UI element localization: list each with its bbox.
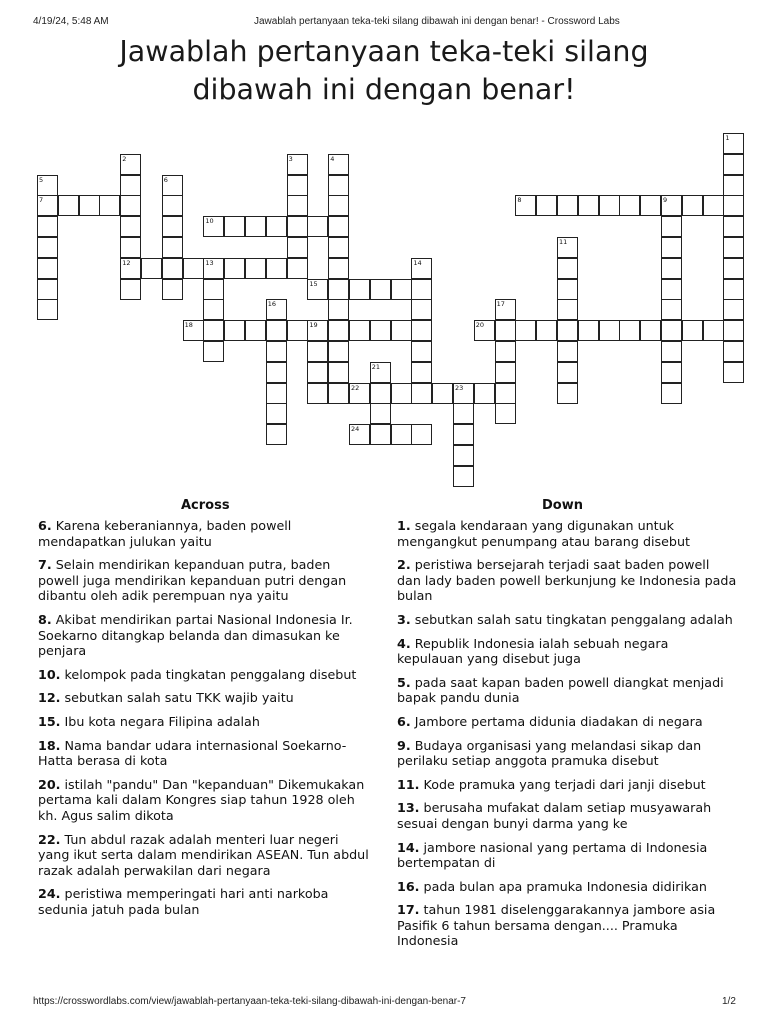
down-clue (397, 777, 737, 793)
grid-cell[interactable] (120, 216, 141, 237)
grid-cell[interactable] (453, 403, 474, 424)
across-clue (38, 518, 372, 549)
grid-cell[interactable] (578, 195, 599, 216)
grid-clue-number: 18 (184, 321, 193, 330)
grid-cell[interactable] (266, 403, 287, 424)
clue-number: 2. (397, 557, 411, 573)
grid-cell[interactable] (328, 362, 349, 383)
clue-text: tahun 1981 diselenggarakannya jambore asia Pasifik 6 tahun bersama dengan.... Pramuka Indonesia (397, 902, 716, 949)
grid-cell[interactable] (245, 216, 266, 237)
grid-cell[interactable] (411, 320, 432, 341)
across-clue (38, 714, 372, 730)
grid-cell[interactable] (307, 383, 328, 404)
down-clue (397, 800, 737, 831)
grid-cell[interactable] (495, 383, 516, 404)
grid-cell[interactable] (723, 279, 744, 300)
grid-cell[interactable] (287, 216, 308, 237)
grid-clue-number: 12 (122, 258, 131, 267)
clue-number: 13. (397, 800, 420, 816)
grid-clue-number: 17 (496, 300, 505, 309)
grid-cell[interactable] (703, 195, 724, 216)
clue-number: 7. (38, 557, 52, 573)
print-page-number: 1/2 (722, 996, 736, 1007)
down-clue (397, 840, 737, 871)
grid-cell[interactable] (79, 195, 100, 216)
crossword-grid (0, 0, 768, 490)
grid-cell[interactable] (619, 320, 640, 341)
grid-clue-number: 20 (475, 321, 485, 330)
grid-cell[interactable] (162, 279, 183, 300)
clue-number: 6. (397, 713, 411, 729)
grid-cell[interactable] (599, 320, 620, 341)
down-clue (397, 675, 737, 706)
grid-cell[interactable] (203, 279, 224, 300)
clue-text: Kode pramuka yang terjadi dari janji disebut (423, 776, 706, 792)
grid-cell[interactable] (432, 383, 453, 404)
grid-cell[interactable] (536, 195, 557, 216)
grid-cell[interactable] (661, 237, 682, 258)
grid-cell[interactable] (349, 279, 370, 300)
grid-cell[interactable] (723, 341, 744, 362)
grid-cell[interactable] (328, 383, 349, 404)
grid-cell[interactable] (557, 299, 578, 320)
clue-text: sebutkan salah satu TKK wajib yaitu (64, 690, 294, 706)
grid-cell[interactable] (682, 320, 703, 341)
across-clue (38, 557, 372, 604)
grid-cell[interactable] (328, 279, 349, 300)
grid-cell[interactable] (349, 320, 370, 341)
grid-cell[interactable] (37, 299, 58, 320)
clue-number: 17. (397, 902, 420, 918)
grid-clue-number: 3 (288, 154, 293, 163)
grid-cell[interactable] (162, 258, 183, 279)
grid-clue-number: 8 (517, 196, 522, 205)
grid-cell[interactable] (203, 299, 224, 320)
puzzle-title-line-1: Jawablah pertanyaan teka-teki silang (119, 35, 649, 68)
grid-cell[interactable] (99, 195, 120, 216)
clue-text: berusaha mufakat dalam setiap musyawarah sesuai dengan bunyi darma yang ke (397, 800, 712, 831)
grid-cell[interactable] (328, 216, 349, 237)
clue-number: 1. (397, 518, 411, 533)
grid-cell[interactable] (723, 362, 744, 383)
down-clue (397, 636, 737, 667)
across-heading: Across (181, 498, 230, 513)
grid-clue-number: 6 (163, 175, 168, 184)
grid-cell[interactable] (495, 362, 516, 383)
grid-cell[interactable] (474, 383, 495, 404)
across-clue (38, 832, 372, 879)
grid-cell[interactable] (120, 279, 141, 300)
across-clue (38, 612, 372, 659)
clue-text: Nama bandar udara internasional Soekarno-Hatta berasa di kota (38, 737, 347, 769)
grid-clue-number: 1 (725, 134, 730, 142)
grid-cell[interactable] (162, 237, 183, 258)
grid-cell[interactable] (370, 279, 391, 300)
grid-cell[interactable] (495, 320, 516, 341)
grid-cell[interactable] (370, 320, 391, 341)
clue-text: pada bulan apa pramuka Indonesia didirikan (423, 878, 707, 894)
clue-number: 9. (397, 737, 411, 753)
grid-cell[interactable] (411, 299, 432, 320)
grid-cell[interactable] (37, 258, 58, 279)
across-clue (38, 690, 372, 706)
grid-cell[interactable] (245, 320, 266, 341)
down-heading: Down (542, 498, 583, 513)
puzzle-title-line-2: dibawah ini dengan benar! (192, 73, 576, 106)
grid-clue-number: 9 (663, 196, 668, 205)
grid-cell[interactable] (703, 320, 724, 341)
grid-cell[interactable] (183, 258, 204, 279)
grid-cell[interactable] (37, 237, 58, 258)
clue-text: Akibat mendirikan partai Nasional Indonesia Ir. Soekarno ditangkap belanda dan dimasukan ke penjara (38, 611, 353, 659)
grid-cell[interactable] (307, 362, 328, 383)
clue-number: 6. (38, 518, 52, 533)
across-clue (38, 738, 372, 769)
down-clue (397, 557, 737, 604)
grid-clue-number: 4 (330, 154, 335, 163)
clue-number: 11. (397, 776, 420, 792)
grid-cell[interactable] (661, 299, 682, 320)
across-clue (38, 667, 372, 683)
grid-cell[interactable] (661, 320, 682, 341)
clue-number: 4. (397, 635, 411, 651)
grid-clue-number: 5 (39, 175, 44, 184)
clue-text: Ibu kota negara Filipina adalah (64, 713, 260, 729)
grid-cell[interactable] (557, 279, 578, 300)
grid-cell[interactable] (224, 258, 245, 279)
grid-cell[interactable] (224, 216, 245, 237)
grid-cell[interactable] (307, 341, 328, 362)
clue-text: Karena keberaniannya, baden powell mendapatkan julukan yaitu (38, 518, 292, 549)
grid-cell[interactable] (328, 299, 349, 320)
grid-clue-number: 21 (371, 362, 381, 371)
grid-cell[interactable] (619, 195, 640, 216)
grid-cell[interactable] (723, 154, 744, 175)
grid-cell[interactable] (203, 320, 224, 341)
grid-cell[interactable] (120, 195, 141, 216)
grid-clue-number: 14 (413, 258, 422, 267)
grid-cell[interactable] (328, 258, 349, 279)
clue-number: 5. (397, 674, 411, 690)
clue-text: segala kendaraan yang digunakan untuk mengangkut penumpang atau barang disebut (397, 518, 691, 549)
grid-cell[interactable] (58, 195, 79, 216)
grid-cell[interactable] (599, 195, 620, 216)
clue-text: peristiwa memperingati hari anti narkoba sedunia jatuh pada bulan (38, 886, 329, 917)
grid-cell[interactable] (411, 424, 432, 445)
grid-cell[interactable] (391, 320, 412, 341)
clue-number: 12. (38, 690, 61, 706)
grid-cell[interactable] (557, 383, 578, 404)
grid-cell[interactable] (661, 383, 682, 404)
clue-number: 24. (38, 886, 61, 902)
grid-cell[interactable] (536, 320, 557, 341)
grid-cell[interactable] (120, 237, 141, 258)
grid-cell[interactable] (307, 216, 328, 237)
grid-cell[interactable] (370, 403, 391, 424)
clue-text: kelompok pada tingkatan penggalang disebut (64, 666, 357, 682)
across-clue (38, 886, 372, 917)
clue-text: Budaya organisasi yang melandasi sikap dan perilaku setiap anggota pramuka disebut (397, 737, 702, 769)
grid-cell[interactable] (328, 320, 349, 341)
print-page-title: Jawablah pertanyaan teka-teki silang dibawah ini dengan benar! - Crossword Labs (254, 16, 620, 27)
down-clue (397, 518, 737, 549)
grid-cell[interactable] (557, 195, 578, 216)
grid-cell[interactable] (287, 320, 308, 341)
grid-cell[interactable] (287, 195, 308, 216)
clue-text: Jambore pertama didunia diadakan di negara (414, 713, 703, 729)
grid-cell[interactable] (453, 466, 474, 487)
clue-number: 20. (38, 776, 61, 792)
grid-cell[interactable] (224, 320, 245, 341)
grid-cell[interactable] (661, 341, 682, 362)
grid-cell[interactable] (557, 258, 578, 279)
grid-cell[interactable] (287, 237, 308, 258)
grid-cell[interactable] (723, 175, 744, 196)
across-clue (38, 777, 372, 824)
grid-cell[interactable] (557, 320, 578, 341)
clue-number: 14. (397, 839, 420, 855)
grid-cell[interactable] (557, 362, 578, 383)
grid-cell[interactable] (723, 258, 744, 279)
grid-cell[interactable] (723, 195, 744, 216)
grid-cell[interactable] (328, 341, 349, 362)
grid-cell[interactable] (370, 424, 391, 445)
clue-text: Republik Indonesia ialah sebuah negara kepulauan yang disebut juga (397, 635, 669, 667)
grid-cell[interactable] (411, 341, 432, 362)
clue-text: sebutkan salah satu tingkatan penggalang adalah (414, 611, 733, 627)
clue-number: 8. (38, 611, 52, 627)
grid-cell[interactable] (266, 341, 287, 362)
grid-cell[interactable] (495, 403, 516, 424)
grid-cell[interactable] (411, 279, 432, 300)
grid-clue-number: 19 (309, 321, 318, 330)
grid-cell[interactable] (266, 424, 287, 445)
grid-cell[interactable] (578, 320, 599, 341)
grid-cell[interactable] (266, 258, 287, 279)
across-clue-list (38, 518, 372, 925)
grid-cell[interactable] (287, 175, 308, 196)
grid-cell[interactable] (328, 195, 349, 216)
grid-cell[interactable] (411, 362, 432, 383)
grid-cell[interactable] (640, 195, 661, 216)
grid-cell[interactable] (453, 445, 474, 466)
grid-cell[interactable] (453, 424, 474, 445)
grid-cell[interactable] (723, 237, 744, 258)
clue-number: 16. (397, 878, 420, 894)
grid-cell[interactable] (682, 195, 703, 216)
grid-cell[interactable] (266, 362, 287, 383)
clue-text: jambore nasional yang pertama di Indonesia bertempatan di (397, 839, 708, 871)
grid-clue-number: 2 (122, 154, 127, 163)
grid-cell[interactable] (661, 216, 682, 237)
grid-cell[interactable] (391, 424, 412, 445)
grid-cell[interactable] (661, 362, 682, 383)
grid-cell[interactable] (37, 216, 58, 237)
grid-cell[interactable] (245, 258, 266, 279)
clue-number: 22. (38, 831, 61, 847)
grid-cell[interactable] (723, 299, 744, 320)
grid-cell[interactable] (328, 175, 349, 196)
grid-cell[interactable] (162, 216, 183, 237)
grid-cell[interactable] (557, 341, 578, 362)
grid-clue-number: 10 (205, 217, 214, 226)
grid-clue-number: 13 (205, 258, 214, 267)
grid-cell[interactable] (411, 383, 432, 404)
down-clue (397, 902, 737, 949)
grid-clue-number: 11 (559, 238, 568, 246)
clue-text: peristiwa bersejarah terjadi saat baden powell dan lady baden powell berkunjung ke Indonesia pada bulan (397, 557, 737, 604)
clue-text: pada saat kapan baden powell diangkat menjadi bapak pandu dunia (397, 674, 724, 706)
grid-cell[interactable] (661, 258, 682, 279)
grid-cell[interactable] (141, 258, 162, 279)
clue-number: 10. (38, 666, 61, 682)
grid-clue-number: 23 (455, 383, 464, 392)
grid-cell[interactable] (661, 279, 682, 300)
print-timestamp: 4/19/24, 5:48 AM (33, 16, 109, 27)
grid-cell[interactable] (162, 195, 183, 216)
grid-cell[interactable] (328, 237, 349, 258)
grid-cell[interactable] (640, 320, 661, 341)
grid-clue-number: 7 (39, 196, 44, 205)
grid-cell[interactable] (515, 320, 536, 341)
grid-clue-number: 15 (309, 279, 318, 288)
clue-number: 18. (38, 737, 61, 753)
grid-clue-number: 16 (267, 300, 277, 309)
down-clue (397, 714, 737, 730)
grid-cell[interactable] (495, 341, 516, 362)
clue-number: 15. (38, 713, 61, 729)
down-clue-list (397, 518, 737, 957)
grid-cell[interactable] (370, 383, 391, 404)
down-clue (397, 612, 737, 628)
grid-cell[interactable] (266, 320, 287, 341)
grid-cell[interactable] (266, 383, 287, 404)
clue-number: 3. (397, 611, 411, 627)
grid-clue-number: 22 (351, 383, 360, 392)
clue-text: Tun abdul razak adalah menteri luar negeri yang ikut serta dalam mendirikan ASEAN. Tun abdul razak adalah perwakilan dari negara (38, 831, 369, 878)
print-url: https://crosswordlabs.com/view/jawablah-pertanyaan-teka-teki-silang-dibawah-ini-dengan-benar-7 (33, 996, 466, 1007)
clue-text: istilah "pandu" Dan "kepanduan" Dikemukakan pertama kali dalam Kongres siap tahun 1928 oleh kh. Agus salim dikota (38, 776, 365, 823)
grid-cell[interactable] (723, 216, 744, 237)
grid-cell[interactable] (287, 258, 308, 279)
down-clue (397, 738, 737, 769)
grid-cell[interactable] (203, 341, 224, 362)
grid-cell[interactable] (723, 320, 744, 341)
clue-text: Selain mendirikan kepanduan putra, baden powell juga mendirikan kepanduan putri dengan dibantu oleh adik perempuan nya yaitu (38, 557, 347, 604)
grid-clue-number: 24 (351, 425, 360, 434)
grid-cell[interactable] (391, 383, 412, 404)
grid-cell[interactable] (120, 175, 141, 196)
down-clue (397, 879, 737, 895)
grid-cell[interactable] (37, 279, 58, 300)
grid-cell[interactable] (266, 216, 287, 237)
grid-cell[interactable] (391, 279, 412, 300)
